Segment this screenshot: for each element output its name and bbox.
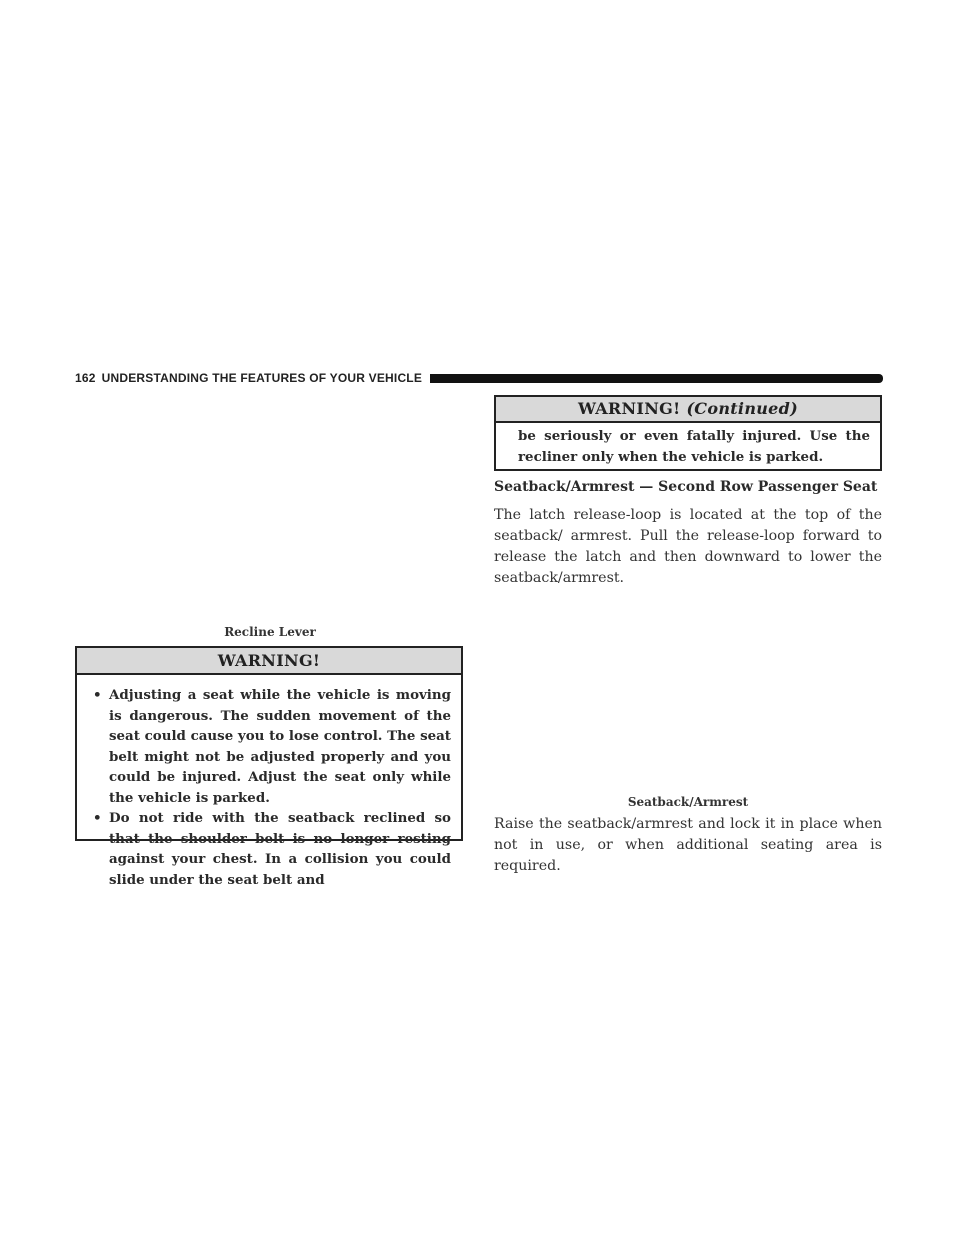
page-header xyxy=(75,368,883,388)
section-heading: Seatback/Armrest — Second Row Passenger Seat xyxy=(494,479,878,495)
continued-label: (Continued) xyxy=(686,399,799,418)
paragraph-latch-release: The latch release-loop is located at the top of the seatback/ armrest. Pull the release-loop forward to release the latch and then downward to lower the seatback/armrest. xyxy=(494,507,882,586)
page-number: 162 xyxy=(75,371,96,385)
bullet-icon: • xyxy=(93,687,102,703)
paragraph-raise-seatback: Raise the seatback/armrest and lock it in place when not in use, or when additional seating area is required. xyxy=(494,816,882,874)
recline-lever-caption: Recline Lever xyxy=(224,625,316,639)
warning-continued-box xyxy=(494,395,882,471)
header-rule xyxy=(430,374,883,383)
warning-continued-body: be seriously or even fatally injured. Use the recliner only when the vehicle is parked. xyxy=(518,428,870,465)
warning-continued-title: WARNING! (Continued) xyxy=(496,397,880,423)
warning-bullet: • Do not ride with the seatback reclined so that the shoulder belt is no longer resting against your chest. In a collision you could slide under the seat belt and xyxy=(93,810,451,888)
section-title: UNDERSTANDING THE FEATURES OF YOUR VEHICLE xyxy=(101,371,423,385)
seatback-armrest-caption: Seatback/Armrest xyxy=(627,795,749,809)
warning-box xyxy=(75,646,463,888)
warning-title: WARNING! xyxy=(77,648,461,675)
warning-bullet: • Adjusting a seat while the vehicle is moving is dangerous. The sudden movement of the seat could cause you to lose control. The seat belt might not be adjusted properly and you could be injured. Adjust the seat only while the vehicle is parked. xyxy=(93,687,451,806)
warning-body xyxy=(77,675,461,890)
bullet-icon: • xyxy=(93,810,102,826)
